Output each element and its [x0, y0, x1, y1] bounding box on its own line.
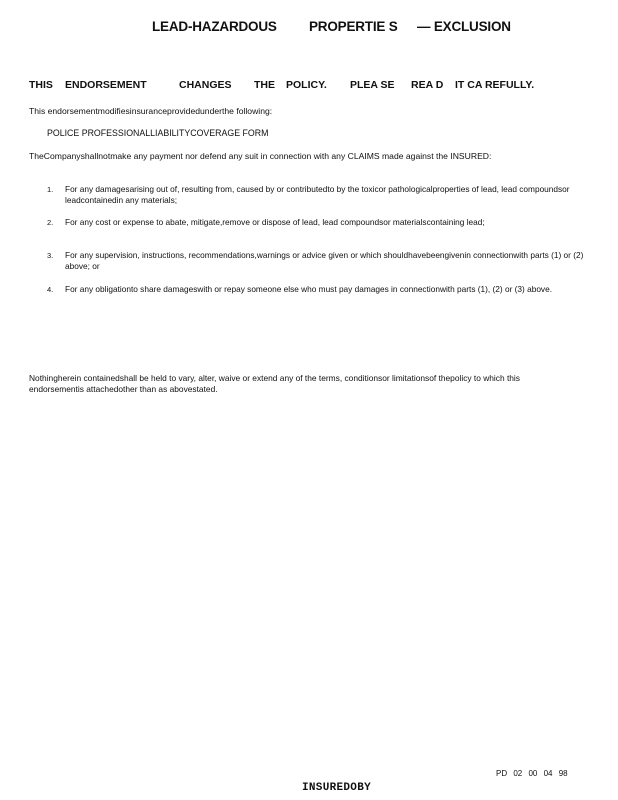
title-part-properties: PROPERTIE S: [309, 19, 398, 34]
banner-word: POLICY.: [286, 79, 327, 91]
banner-word: REA D: [411, 79, 444, 91]
read-carefully-banner: [29, 79, 589, 95]
banner-word: THE: [254, 79, 275, 91]
list-item-text: For any cost or expense to abate, mitigate,remove or dispose of lead, lead compoundsor materialscontaining lead;: [65, 217, 485, 227]
list-item-number: 2.: [47, 218, 54, 227]
banner-word: THIS: [29, 79, 53, 91]
list-item-text: For any damagesarising out of, resulting from, caused by or contributedto by the toxicor pathologicalproperties of lead, lead compoundsor leadcontainedin any materials;: [65, 184, 570, 205]
title-part-lead-hazardous: LEAD-HAZARDOUS: [152, 19, 277, 34]
intro-line: This endorsementmodifiesinsuranceprovidedunderthe following:: [29, 106, 273, 116]
form-name: POLICE PROFESSIONALLIABILITYCOVERAGE FORM: [47, 128, 269, 138]
banner-word: ENDORSEMENT: [65, 79, 147, 91]
preamble-paragraph: TheCompanyshallnotmake any payment nor defend any suit in connection with any CLAIMS made against the INSURED:: [29, 151, 492, 161]
list-item-text: For any supervision, instructions, recommendations,warnings or advice given or which shouldhavebeengivenin connectionwith parts (1) or (2) above; or: [65, 250, 584, 271]
banner-word: PLEA SE: [350, 79, 395, 91]
banner-word: CHANGES: [179, 79, 232, 91]
title-part-exclusion: — EXCLUSION: [417, 19, 511, 34]
form-code: PD 02 00 04 98: [496, 769, 568, 778]
banner-word: IT CA REFULLY.: [455, 79, 535, 91]
list-item-text: For any obligationto share damageswith or repay someone else who must pay damages in connectionwith parts (1), (2) or (3) above.: [65, 284, 553, 294]
list-item-number: 4.: [47, 285, 54, 294]
list-item-number: 3.: [47, 251, 54, 260]
insured-mark: INSUREDOBY: [302, 782, 372, 794]
endorsement-title: [0, 19, 618, 39]
closing-paragraph: Nothingherein containedshall be held to vary, alter, waive or extend any of the terms, conditionsor limitationsof thepolicy to which this endorsementis attachedother than as abovestated.: [29, 373, 520, 394]
list-item-number: 1.: [47, 185, 54, 194]
